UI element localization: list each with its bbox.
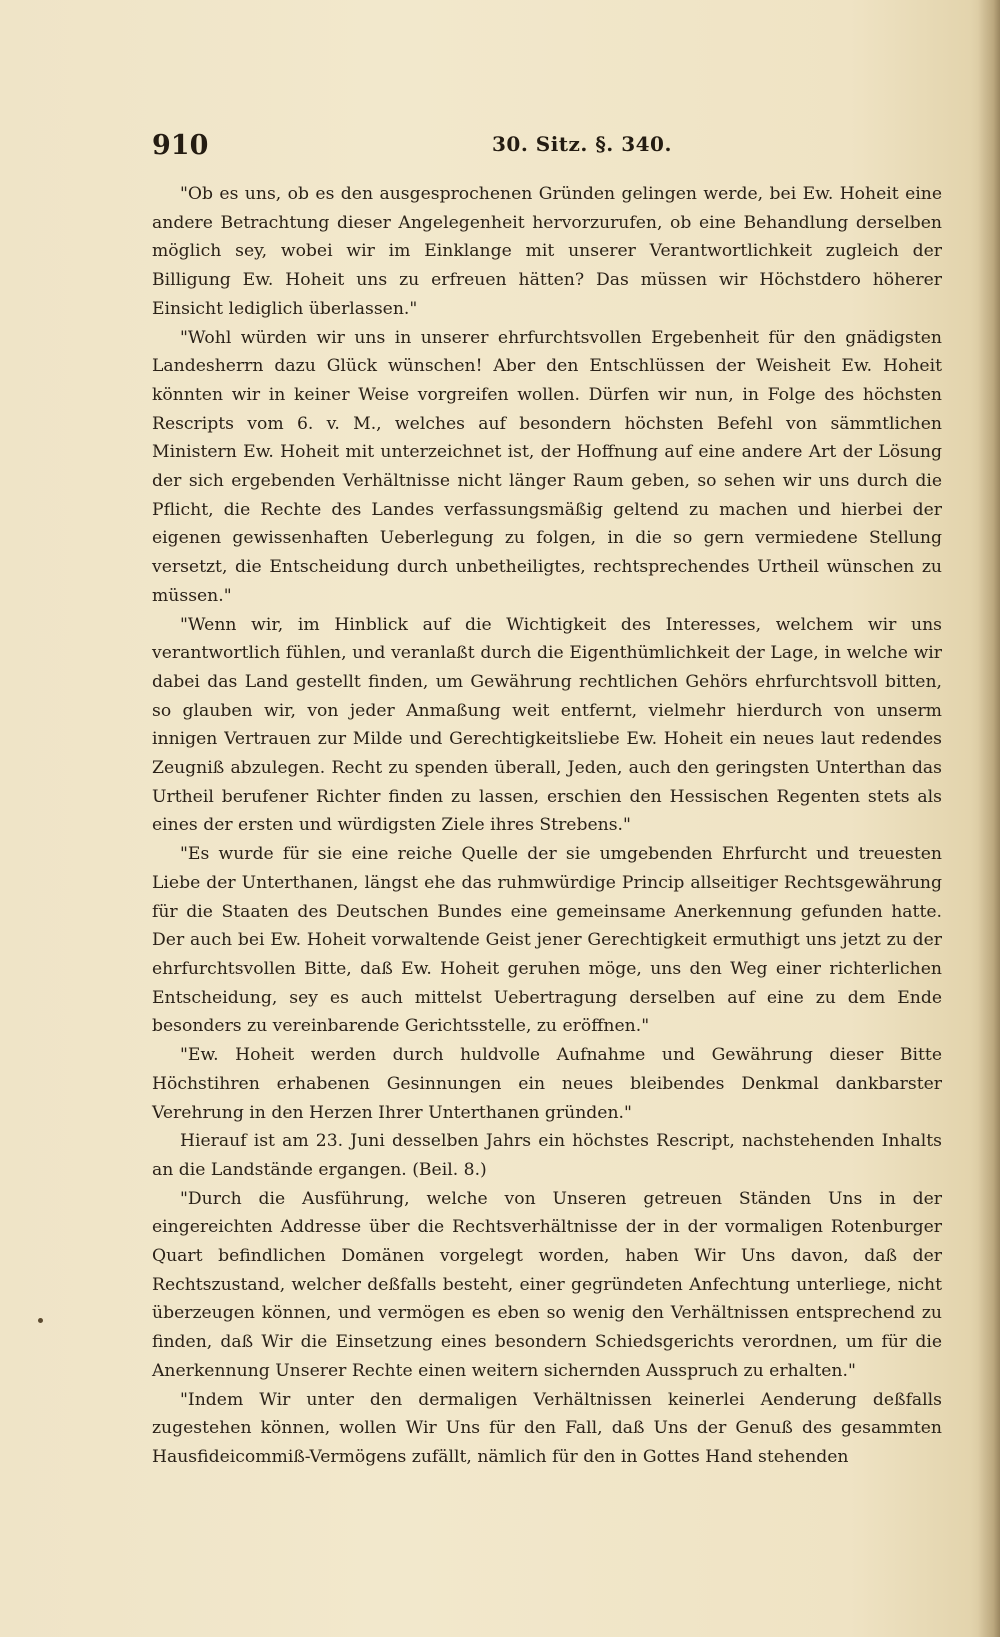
page-edge-shadow: [978, 0, 1000, 1637]
ink-speck: [38, 1318, 43, 1323]
paragraph: "Wenn wir, im Hinblick auf die Wichtigkeit des Interesses, welchem wir uns verantwortlich fühlen, und veranlaßt durch die Eigenthümlichkeit der Lage, in welche wir dabei das Land gestellt finden, um Gewährung rechtlichen Gehörs ehrfurchtsvoll bitten, so glauben wir, von jeder Anmaßung weit entfernt, vielmehr hierdurch von unserm innigen Vertrauen zur Milde und Gerechtigkeitsliebe Ew. Hoheit ein neues laut redendes Zeugniß abzulegen. Recht zu spenden überall, Jeden, auch den geringsten Unterthan das Urtheil berufener Richter finden zu lassen, erschien den Hessischen Regenten stets als eines der ersten und würdigsten Ziele ihres Strebens.": [152, 614, 942, 836]
paragraph: "Es wurde für sie eine reiche Quelle der sie umgebenden Ehrfurcht und treuesten Liebe der Unterthanen, längst ehe das ruhmwürdige Princip allseitiger Rechtsgewährung für die Staaten des Deutschen Bundes eine gemeinsame Anerkennung gefunden hatte. Der auch bei Ew. Hoheit vorwaltende Geist jener Gerechtigkeit ermuthigt uns jetzt zu der ehrfurchtsvollen Bitte, daß Ew. Hoheit geruhen möge, uns den Weg einer richterlichen Entscheidung, sey es auch mittelst Uebertragung derselben auf eine zu dem Ende besonders zu vereinbarende Gerichtsstelle, zu eröffnen.": [152, 844, 942, 1037]
paragraph: "Wohl würden wir uns in unserer ehrfurchtsvollen Ergebenheit für den gnädigsten Landesherrn dazu Glück wünschen! Aber den Entschlüssen der Weisheit Ew. Hoheit könnten wir in keiner Weise vorgreifen wollen. Dürfen wir nun, in Folge des höchsten Rescripts vom 6. v. M., welches auf besondern höchsten Befehl von sämmtlichen Ministern Ew. Hoheit mit unterzeichnet ist, der Hoffnung auf eine andere Art der Lösung der sich ergebenden Verhältnisse nicht länger Raum geben, so sehen wir uns durch die Pflicht, die Rechte des Landes verfassungsmäßig geltend zu machen und hierbei der eigenen gewissenhaften Ueberlegung zu folgen, in die so gern vermiedene Stellung versetzt, die Entscheidung durch unbetheiligtes, rechtsprechendes Urtheil wünschen zu müssen.": [152, 327, 942, 606]
page-header: [152, 130, 852, 170]
body-text: [152, 180, 942, 1472]
paragraph: "Durch die Ausführung, welche von Unseren getreuen Ständen Uns in der eingereichten Addresse über die Rechtsverhältnisse der in der vormaligen Rotenburger Quart befindlichen Domänen vorgelegt worden, haben Wir Uns davon, daß der Rechtszustand, welcher deßfalls besteht, einer gegründeten Anfechtung unterliege, nicht überzeugen können, und vermögen es eben so wenig den Verhältnissen entsprechend zu finden, daß Wir die Einsetzung eines besondern Schiedsgerichts verordnen, um für die Anerkennung Unserer Rechte einen weitern sichernden Ausspruch zu erhalten.": [152, 1188, 942, 1381]
paragraph: "Ew. Hoheit werden durch huldvolle Aufnahme und Gewährung dieser Bitte Höchstihren erhabenen Gesinnungen ein neues bleibendes Denkmal dankbarster Verehrung in den Herzen Ihrer Unterthanen gründen.": [152, 1045, 942, 1123]
page-number: 910: [152, 130, 209, 161]
paragraph: Hierauf ist am 23. Juni desselben Jahrs ein höchstes Rescript, nachstehenden Inhalts an die Landstände ergangen. (Beil. 8.): [152, 1131, 942, 1180]
paragraph: "Indem Wir unter den dermaligen Verhältnissen keinerlei Aenderung deßfalls zugestehen können, wollen Wir Uns für den Fall, daß Uns der Genuß des gesammten Hausfideicommiß-Vermögens zufällt, nämlich für den in Gottes Hand stehenden: [152, 1389, 942, 1467]
paragraph: "Ob es uns, ob es den ausgesprochenen Gründen gelingen werde, bei Ew. Hoheit eine andere Betrachtung dieser Angelegenheit hervorzurufen, ob eine Behandlung derselben möglich sey, wobei wir im Einklange mit unserer Verantwortlichkeit zugleich der Billigung Ew. Hoheit uns zu erfreuen hätten? Das müssen wir Höchstdero höherer Einsicht lediglich überlassen.": [152, 184, 942, 319]
running-head: 30. Sitz. §. 340.: [492, 132, 672, 156]
